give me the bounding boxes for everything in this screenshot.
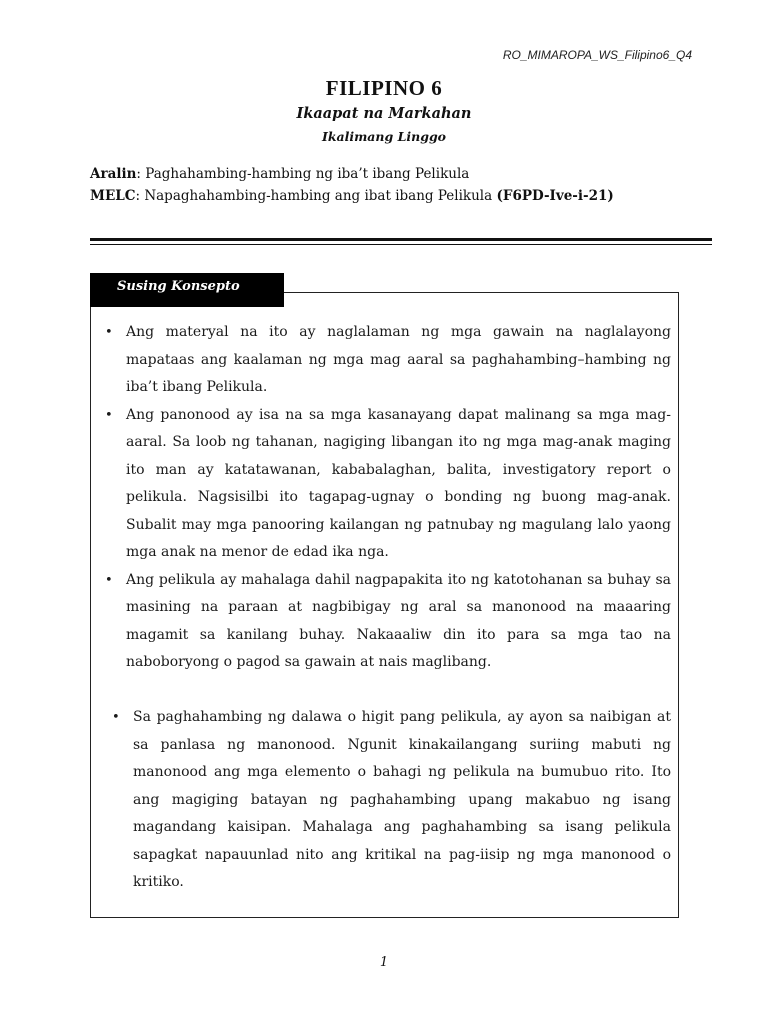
page-title: FILIPINO 6 [325, 76, 443, 100]
list-item-text: Ang panonood ay isa na sa mga kasanayang dapat malinang sa mga mag-aaral. Sa loob ng tahanan, nagiging libangan ito ng mga mag-anak maging ito man ay katatawanan, kababalaghan, balita, investigatory report o pelikula. Nagsisilbi ito tagapag-ugnay o bonding ng buong mag-anak. Subalit may mga panooring kailangan ng patnubay ng magulang lalo yaong mga anak na menor de edad ika nga. [126, 406, 671, 560]
melc-label: MELC [90, 188, 136, 204]
list-item [105, 319, 671, 402]
list-item-text: Ang pelikula ay mahalaga dahil nagpapakita ito ng katotohanan sa buhay sa masining na paraan at nagbibigay ng aral sa manonood na maaaring magamit sa kanilang buhay. Nakaaaliw din ito para sa mga tao na naboboryong o pagod sa gawain at nais maglibang. [126, 571, 671, 670]
melc-text: : Napaghahambing-hambing ang ibat ibang Pelikula [135, 188, 497, 204]
melc-line [90, 188, 614, 204]
section-tab: Susing Konsepto [90, 273, 284, 307]
aralin-line [90, 166, 469, 182]
list-item [112, 704, 671, 897]
list-item-text: Sa paghahambing ng dalawa o higit pang pelikula, ay ayon sa naibigan at sa panlasa ng manonood. Ngunit kinakailangang suriing mabuti ng manonood ang mga elemento o bahagi ng pelikula na bumubuo rito. Ito ang magiging batayan ng paghahambing upang makabuo ng isang magandang kaisipan. Mahalaga ang paghahambing sa isang pelikula sapagkat napauunlad nito ang kritikal na pag-iisip ng mga manonood o kritiko. [133, 709, 671, 890]
bullet-icon: • [105, 407, 113, 423]
divider-thin [90, 244, 712, 245]
bullet-icon: • [105, 325, 113, 340]
list-item-text: Ang materyal na ito ay naglalaman ng mga gawain na naglalayong mapataas ang kaalaman ng mga mag aaral sa paghahambing–hambing ng iba’t ibang Pelikula. [126, 324, 671, 395]
melc-code: (F6PD-Ive-i-21) [496, 188, 614, 204]
document-code: RO_MIMAROPA_WS_Filipino6_Q4 [502, 48, 692, 62]
list-item [105, 567, 671, 677]
week-subtitle: Ikalimang Linggo [321, 129, 447, 144]
quarter-subtitle: Ikaapat na Markahan [296, 105, 472, 122]
aralin-text: : Paghahambing-hambing ng iba’t ibang Pelikula [136, 166, 470, 182]
list-item [105, 402, 671, 567]
concept-list-secondary [112, 704, 671, 897]
bullet-icon: • [112, 710, 120, 725]
concept-list [105, 319, 671, 677]
page-number: 1 [379, 955, 389, 970]
aralin-label: Aralin [90, 166, 137, 182]
divider-thick [90, 238, 712, 241]
bullet-icon: • [105, 572, 113, 588]
